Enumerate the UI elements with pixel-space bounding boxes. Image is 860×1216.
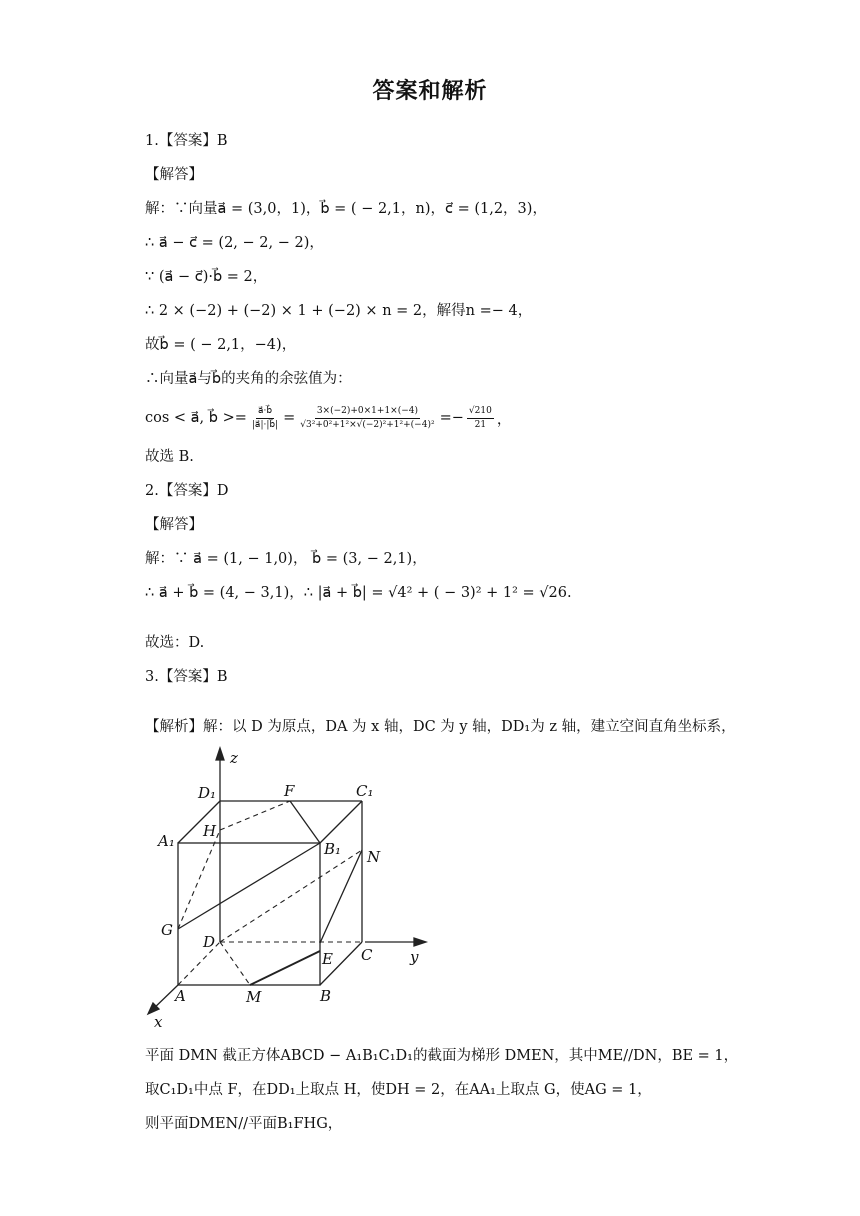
line-d-m [220,942,250,985]
formula-equals-2: =− [439,410,464,426]
q2-step-2: ∴ a⃗ + b⃗ = (4, − 3,1)，∴ |a⃗ + b⃗| = √4² + ( − 3)² + 1² = √26. [145,585,572,601]
line-g-h [178,830,220,929]
fraction-2-numerator: 3×(−2)+0×1+1×(−4) [315,406,420,419]
edge-b1-c1 [320,801,362,843]
q1-step-5: 故b⃗ = ( − 2,1，−4)， [145,337,297,353]
line-m-e [250,951,320,985]
fraction-3 [467,406,494,431]
fraction-3-numerator: √210 [467,406,494,419]
q1-step-4: ∴ 2 × (−2) + (−2) × 1 + (−2) × n = 2，解得n =− 4， [145,303,533,319]
q1-answer: 1.【答案】B [145,133,228,149]
q2-conclusion: 故选：D. [145,635,205,651]
label-b1: B₁ [324,840,342,858]
label-n: N [367,848,381,866]
page-title: 答案和解析 [372,79,488,104]
q3-analysis: 【解析】解：以 D 为原点，DA 为 x 轴，DC 为 y 轴，DD₁为 z 轴，建立空间直角坐标系， [145,719,736,735]
fraction-1 [250,406,280,431]
fraction-3-denominator: 21 [474,419,487,430]
formula-lhs: cos < a⃗, b⃗ >= [145,410,247,426]
line-f-b1 [290,801,320,843]
q1-solution-heading: 【解答】 [145,167,203,183]
label-f: F [284,782,295,800]
z-axis-arrow [216,748,224,760]
cosine-formula [145,398,511,438]
fraction-1-denominator: |a⃗|·|b⃗| [251,419,279,430]
formula-equals-1: = [283,410,296,426]
q3-step-3: 则平面DMEN//平面B₁FHG， [145,1116,343,1132]
label-a: A [175,987,186,1005]
label-e: E [322,950,333,968]
line-h-f [220,801,290,830]
label-c: C [361,946,373,964]
line-e-n [320,850,362,943]
fraction-1-numerator: a⃗·b⃗ [256,406,274,419]
q1-step-1: 解：∵向量a⃗ = (3,0，1)，b⃗ = ( − 2,1，n)，c⃗ = (1,2，3)， [145,201,547,217]
label-d1: D₁ [198,784,217,802]
fraction-2 [298,406,436,431]
q2-solution-heading: 【解答】 [145,517,203,533]
q1-step-3: ∵ (a⃗ − c⃗)·b⃗ = 2， [145,269,268,285]
q3-answer: 3.【答案】B [145,669,228,685]
cube-figure [140,742,440,1032]
q1-step-2: ∴ a⃗ − c⃗ = (2, − 2, − 2)， [145,235,324,251]
label-z: z [230,749,238,767]
y-axis-arrow [414,938,426,946]
q3-step-2: 取C₁D₁中点 F，在DD₁上取点 H，使DH = 2，在AA₁上取点 G，使AG = 1， [145,1082,652,1098]
label-c1: C₁ [356,782,374,800]
label-m: M [246,988,262,1006]
q3-step-1: 平面 DMN 截正方体ABCD − A₁B₁C₁D₁的截面为梯形 DMEN，其中ME//DN，BE = 1， [145,1048,739,1064]
label-x: x [154,1013,163,1031]
label-a1: A₁ [158,832,175,850]
label-g: G [161,921,173,939]
label-y: y [410,948,419,966]
q1-step-6: ∴向量a⃗与b⃗的夹角的余弦值为： [145,371,352,387]
q2-answer: 2.【答案】D [145,483,229,499]
q2-step-1: 解：∵ a⃗ = (1, − 1,0)， b⃗ = (3, − 2,1)， [145,551,427,567]
line-g-b1 [178,843,320,929]
label-h: H [203,822,217,840]
formula-tail: ， [496,411,512,428]
fraction-2-denominator: √3²+0²+1²×√(−2)²+1²+(−4)² [300,419,435,430]
label-b: B [320,987,332,1005]
label-d: D [203,933,216,951]
q1-conclusion: 故选 B. [145,449,194,465]
